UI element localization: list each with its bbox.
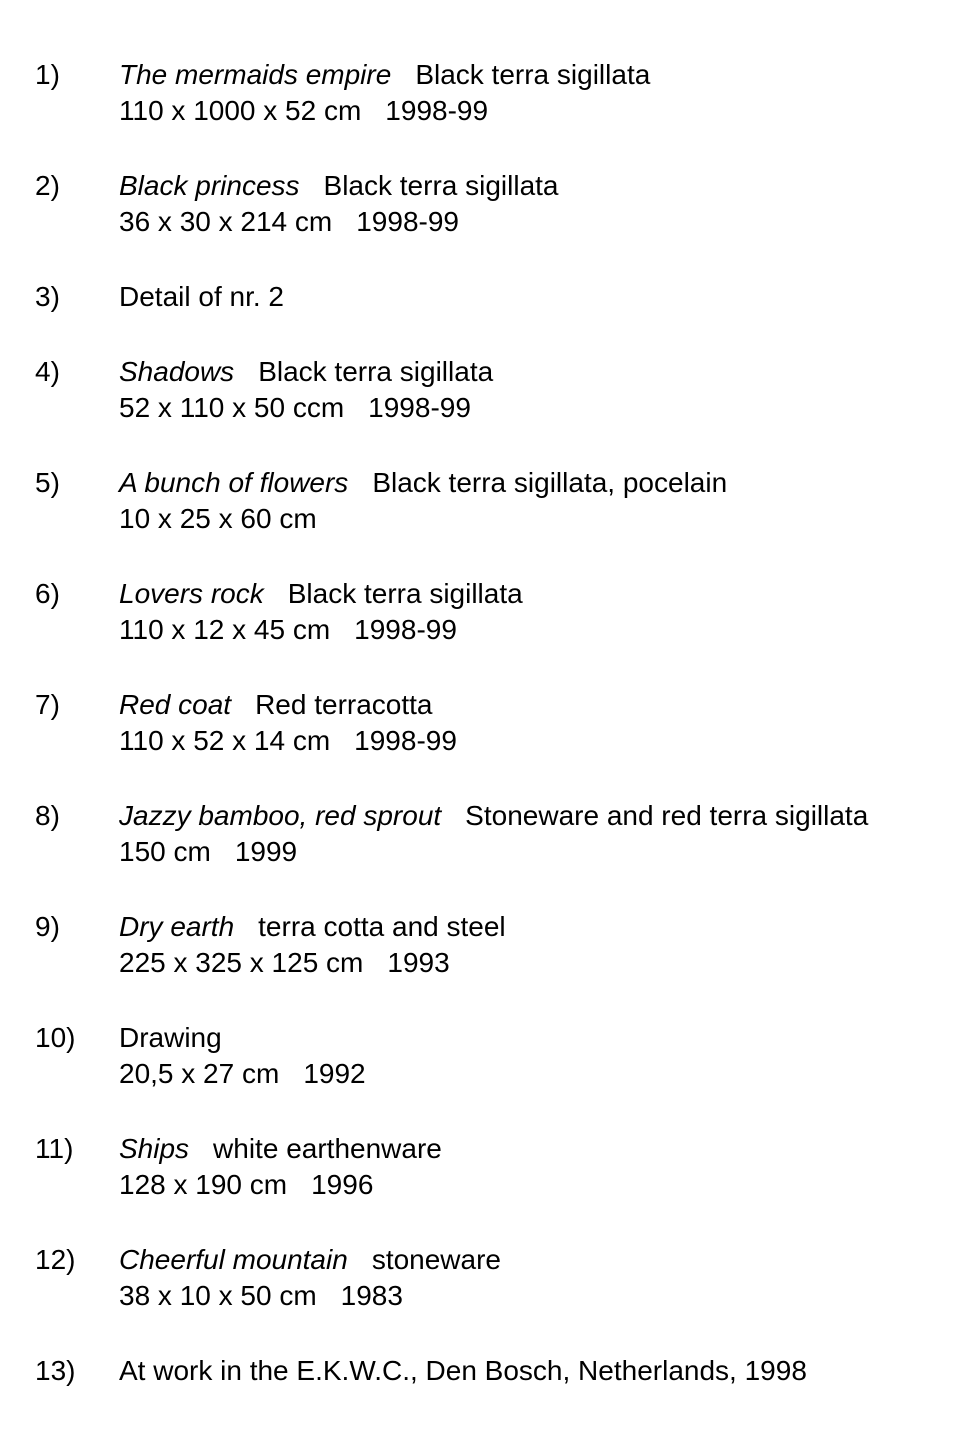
entry-title-line bbox=[119, 909, 506, 945]
entry-title-line bbox=[119, 465, 727, 501]
entry-material: white earthenware bbox=[213, 1133, 442, 1164]
entry-number: 9) bbox=[35, 911, 60, 942]
entry-detail-line bbox=[119, 834, 297, 870]
entry-number: 10) bbox=[35, 1022, 76, 1053]
caption-entry-2 bbox=[0, 168, 965, 248]
entry-title: Black princess bbox=[119, 170, 300, 201]
caption-entry-5 bbox=[0, 465, 965, 545]
caption-entry-7 bbox=[0, 687, 965, 767]
entry-title-line bbox=[119, 354, 493, 390]
entry-title-line bbox=[119, 687, 433, 723]
entry-material: At work in the E.K.W.C., Den Bosch, Netherlands, 1998 bbox=[119, 1355, 807, 1386]
entry-number: 7) bbox=[35, 689, 60, 720]
entry-detail-line bbox=[119, 1278, 403, 1314]
entry-material: Red terracotta bbox=[255, 689, 433, 720]
entry-material: stoneware bbox=[371, 1244, 501, 1275]
entry-dimensions: 110 x 12 x 45 cm bbox=[119, 614, 331, 645]
entry-number: 12) bbox=[35, 1244, 76, 1275]
entry-title-line bbox=[119, 279, 284, 315]
entry-title-line bbox=[119, 576, 523, 612]
caption-entry-3 bbox=[0, 279, 965, 359]
entry-title-line bbox=[119, 1131, 442, 1167]
entry-detail-line bbox=[119, 1167, 373, 1203]
entry-number: 3) bbox=[35, 281, 60, 312]
entry-title-line bbox=[119, 1242, 501, 1278]
entry-title: Cheerful mountain bbox=[119, 1244, 348, 1275]
entry-material: Drawing bbox=[119, 1022, 222, 1053]
entry-dimensions: 110 x 52 x 14 cm bbox=[119, 725, 331, 756]
entry-title: Lovers rock bbox=[119, 578, 264, 609]
caption-entry-13 bbox=[0, 1353, 965, 1433]
caption-entry-8 bbox=[0, 798, 965, 878]
entry-title: Red coat bbox=[119, 689, 232, 720]
entry-detail-line bbox=[119, 93, 488, 129]
entry-year: 1996 bbox=[311, 1169, 374, 1200]
entry-number: 6) bbox=[35, 578, 60, 609]
entry-title: Shadows bbox=[119, 356, 235, 387]
caption-entry-11 bbox=[0, 1131, 965, 1211]
caption-entry-9 bbox=[0, 909, 965, 989]
caption-entry-6 bbox=[0, 576, 965, 656]
entry-title-line bbox=[119, 168, 559, 204]
entry-dimensions: 150 cm bbox=[119, 836, 211, 867]
entry-year: 1999 bbox=[234, 836, 298, 867]
entry-material: Black terra sigillata bbox=[258, 356, 494, 387]
entry-number: 1) bbox=[35, 59, 60, 90]
caption-entry-10 bbox=[0, 1020, 965, 1100]
entry-material: Detail of nr. 2 bbox=[119, 281, 284, 312]
entry-material: Stoneware and red terra sigillata bbox=[465, 800, 869, 831]
entry-year: 1998-99 bbox=[368, 392, 471, 423]
entry-year: 1998-99 bbox=[385, 95, 489, 126]
entry-number: 11) bbox=[35, 1133, 74, 1164]
entry-title: A bunch of flowers bbox=[119, 467, 349, 498]
entry-detail-line bbox=[119, 945, 450, 981]
caption-entry-12 bbox=[0, 1242, 965, 1322]
entry-title-line bbox=[119, 798, 868, 834]
entry-material: terra cotta and steel bbox=[258, 911, 506, 942]
entry-year: 1998-99 bbox=[354, 725, 457, 756]
entry-dimensions: 20,5 x 27 cm bbox=[119, 1058, 280, 1089]
entry-number: 8) bbox=[35, 800, 60, 831]
entry-year: 1998-99 bbox=[356, 206, 459, 237]
entry-dimensions: 38 x 10 x 50 cm bbox=[119, 1280, 317, 1311]
entry-dimensions: 225 x 325 x 125 cm bbox=[119, 947, 364, 978]
entry-title: Dry earth bbox=[119, 911, 235, 942]
entry-title-line bbox=[119, 1020, 222, 1056]
entry-detail-line bbox=[119, 204, 459, 240]
entry-year: 1993 bbox=[387, 947, 450, 978]
entry-title: Jazzy bamboo, red sprout bbox=[119, 800, 442, 831]
entry-dimensions: 52 x 110 x 50 ccm bbox=[119, 392, 345, 423]
caption-entry-4 bbox=[0, 354, 965, 434]
entry-detail-line bbox=[119, 612, 457, 648]
entry-title-line bbox=[119, 57, 650, 93]
entry-title: Ships bbox=[119, 1133, 190, 1164]
entry-number: 4) bbox=[35, 356, 60, 387]
entry-title: The mermaids empire bbox=[119, 59, 392, 90]
entry-number: 13) bbox=[35, 1355, 76, 1386]
caption-entry-1 bbox=[0, 57, 965, 137]
entry-dimensions: 10 x 25 x 60 cm bbox=[119, 503, 317, 534]
entry-number: 5) bbox=[35, 467, 60, 498]
entry-year: 1998-99 bbox=[354, 614, 457, 645]
entry-year: 1983 bbox=[340, 1280, 403, 1311]
entry-detail-line bbox=[119, 390, 471, 426]
entry-detail-line bbox=[119, 1056, 366, 1092]
entry-dimensions: 36 x 30 x 214 cm bbox=[119, 206, 333, 237]
entry-material: Black terra sigillata, pocelain bbox=[372, 467, 728, 498]
entry-material: Black terra sigillata bbox=[323, 170, 559, 201]
entry-detail-line bbox=[119, 501, 317, 537]
entry-material: Black terra sigillata bbox=[287, 578, 523, 609]
entry-year: 1992 bbox=[303, 1058, 366, 1089]
entry-dimensions: 128 x 190 cm bbox=[119, 1169, 288, 1200]
entry-number: 2) bbox=[35, 170, 60, 201]
entry-material: Black terra sigillata bbox=[415, 59, 651, 90]
entry-title-line bbox=[119, 1353, 807, 1389]
entry-detail-line bbox=[119, 723, 457, 759]
entry-dimensions: 110 x 1000 x 52 cm bbox=[119, 95, 362, 126]
